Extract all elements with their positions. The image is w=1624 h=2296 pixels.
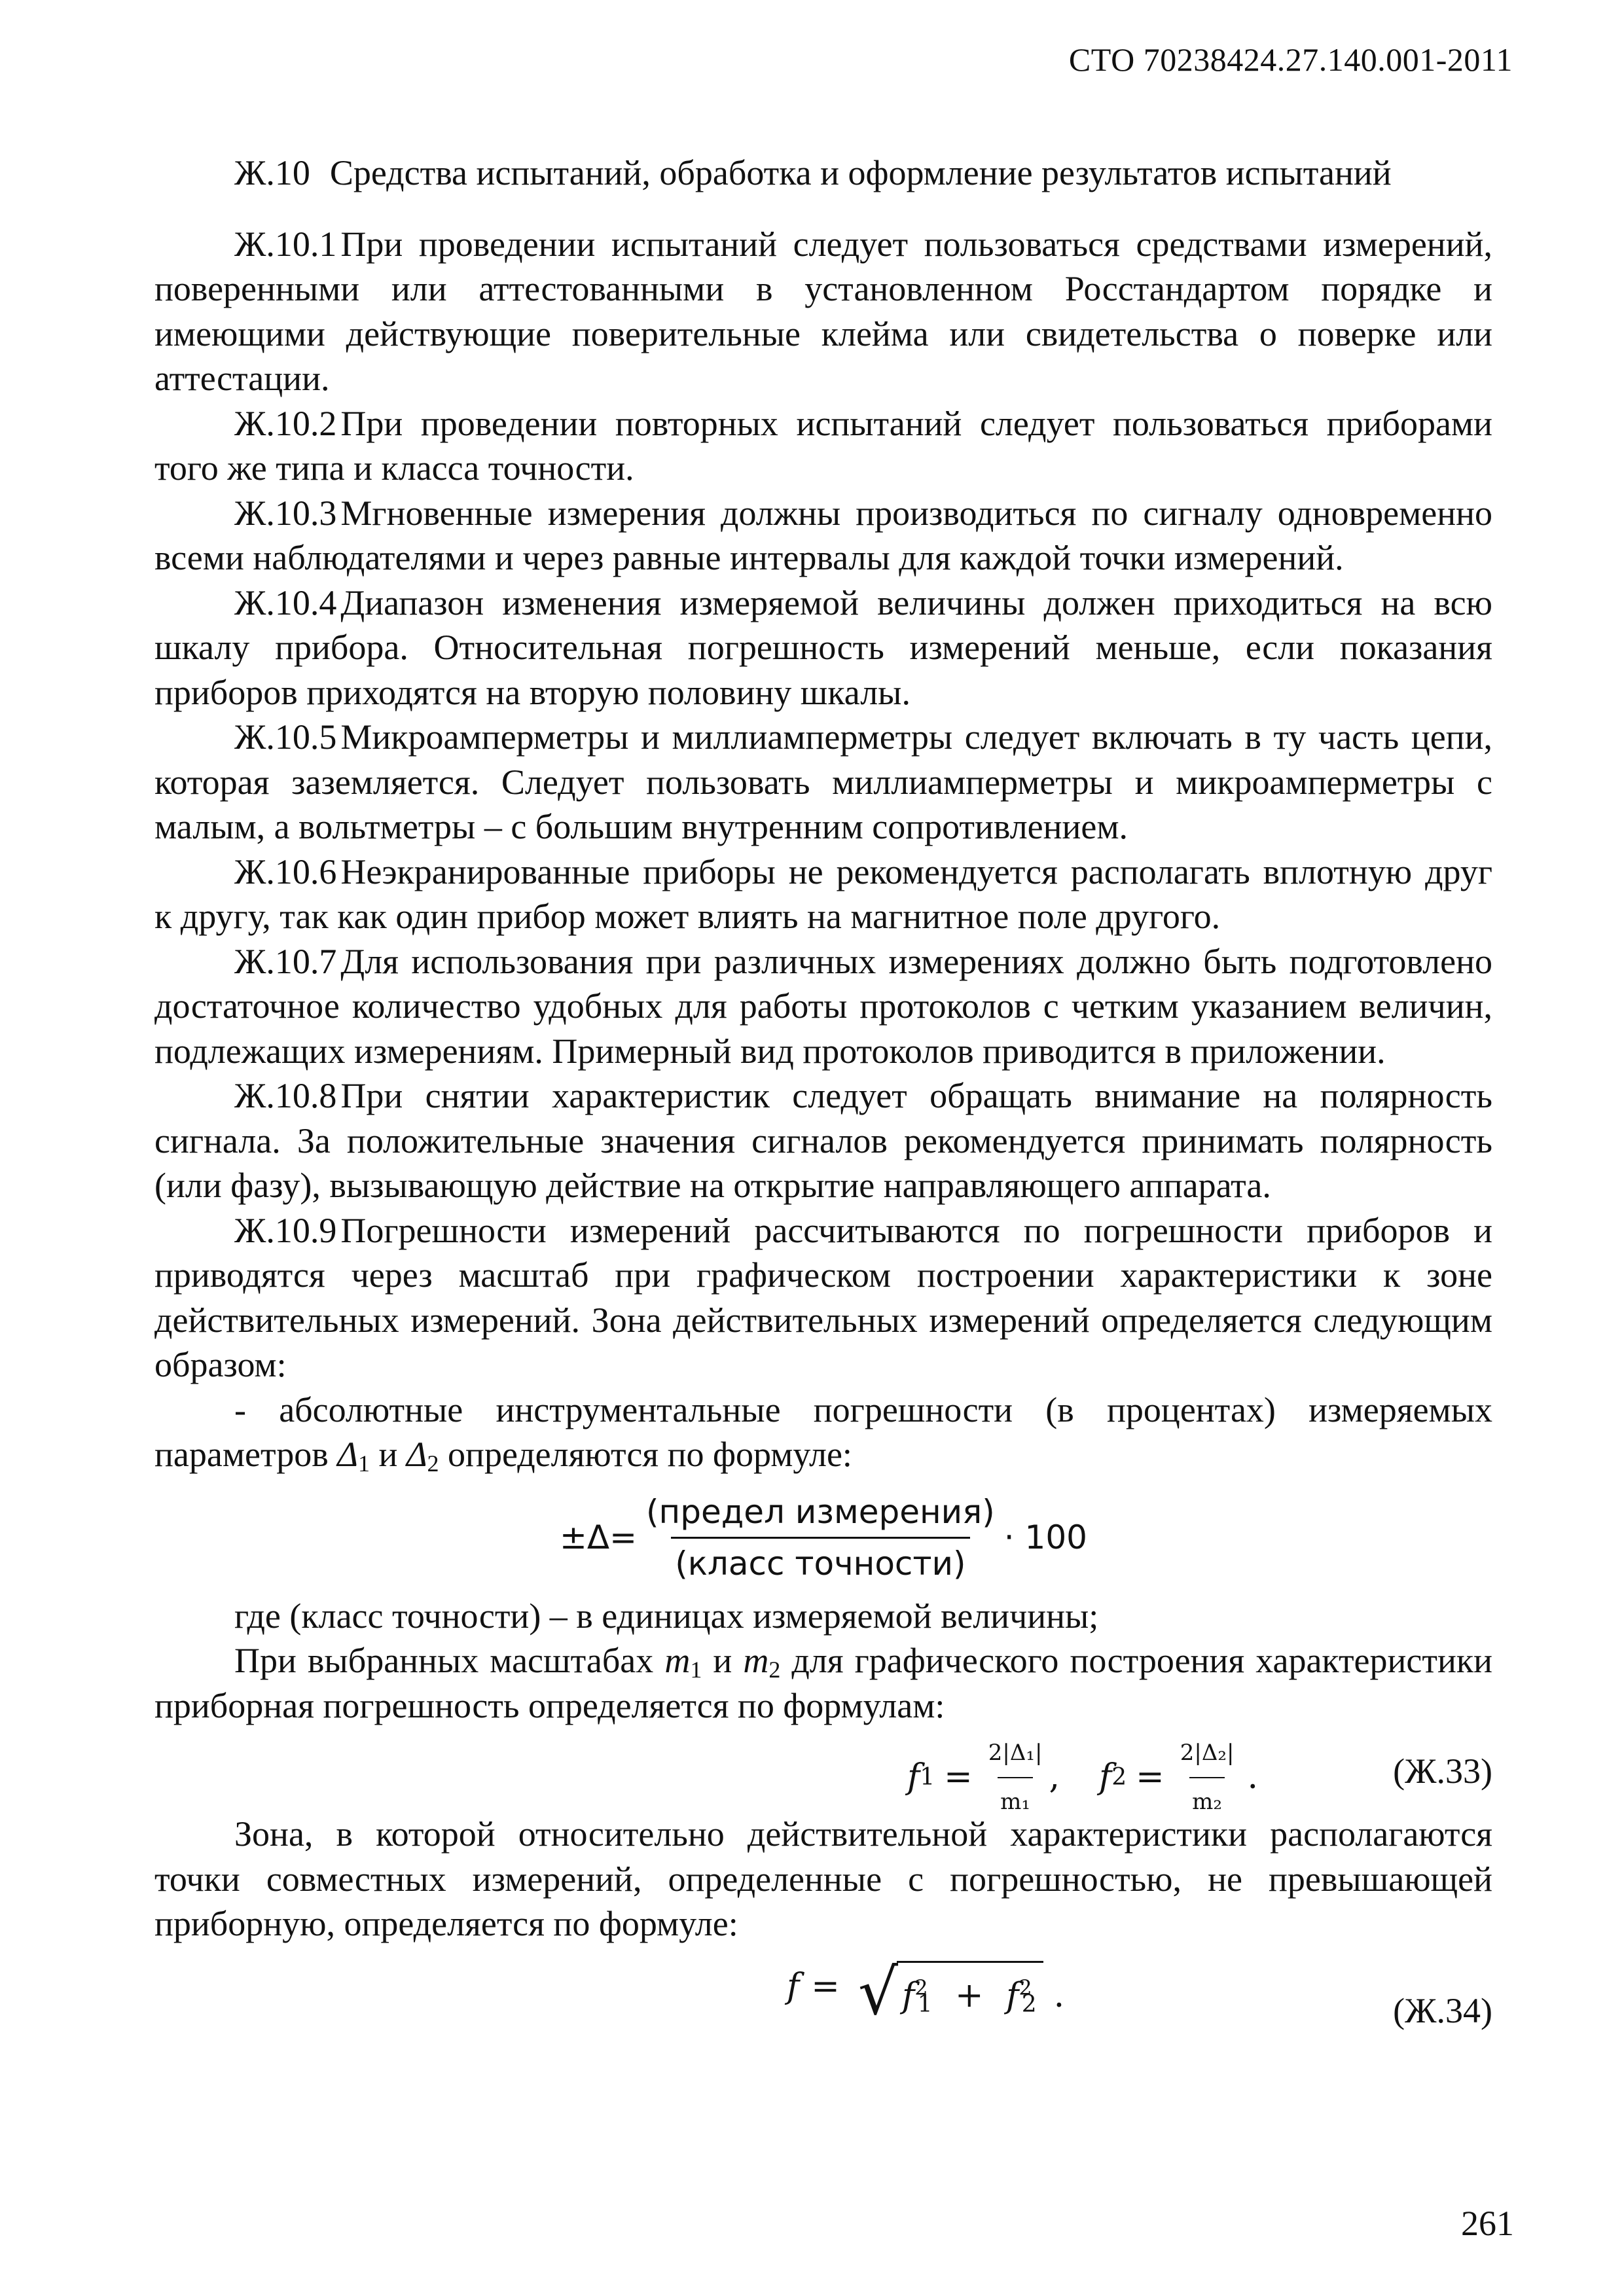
equation-number: (Ж.34) (1393, 1990, 1492, 2030)
radicand (897, 1961, 1043, 2018)
zone-paragraph: Зона, в которой относительно действительной характеристики располагаются точки совместных измерений, определенные с погрешностью, не превышающей приборную, определяется по формуле: (154, 1814, 1492, 1943)
delta-1-subscript: 1 (357, 1450, 370, 1477)
paragraph-number: Ж.10.6 (234, 852, 337, 891)
section-heading (154, 151, 1492, 196)
paragraph-text: При проведении испытаний следует пользоваться средствами измерений, поверенными или аттестованными в установленном Росстандартом порядке и имеющими действующие поверительные клейма или свидетельства о поверке или аттестации. (154, 224, 1492, 398)
f-symbol: f (787, 1967, 800, 2007)
m2-symbol: m (743, 1641, 769, 1680)
formula-f12-expression: f 1 = $\frac{\text{2|Δ₁|}}{\text{m₁}}$ , f 2 = $\frac{\text{2|Δ₂|}}{\text{m₂}}$ . (907, 1731, 1258, 1824)
f2-symbol: f (1099, 1757, 1112, 1797)
m2-subscript: 2 (768, 1657, 781, 1683)
where-text: где (класс точности) – в единицах измеряемой величины; (234, 1596, 1099, 1636)
f2-subscript: 2 (1021, 1991, 1037, 2018)
f1-denominator: m₁ (998, 1777, 1033, 1825)
end-punctuation: . (1247, 1757, 1258, 1797)
formula-delta-numerator: (предел измерения) (646, 1492, 995, 1531)
paragraph-text: Диапазон изменения измеряемой величины должен приходиться на всю шкалу прибора. Относительная погрешность измерений меньше, если показания приборов приходятся на вторую половину шкалы. (154, 583, 1492, 712)
f1-symbol: f (907, 1757, 920, 1797)
equals-sign: = (1136, 1757, 1164, 1797)
end-punctuation: . (1053, 1976, 1065, 2015)
paragraph-number: Ж.10.1 (234, 224, 337, 264)
paragraph (154, 715, 1492, 850)
f2-numerator: 2|Δ₂| (1180, 1740, 1235, 1766)
formula-f12 (154, 1731, 1492, 1815)
conjunction: и (713, 1641, 732, 1680)
paragraph-text: При проведении повторных испытаний следует пользоваться приборами того же типа и класса точности. (154, 403, 1492, 488)
paragraph-text: Неэкранированные приборы не рекомендуется располагать вплотную друг к другу, так как один прибор может влиять на магнитное поле другого. (154, 852, 1492, 936)
paragraph-number: Ж.10.9 (234, 1210, 337, 1250)
paragraph (154, 222, 1492, 401)
paragraph (154, 491, 1492, 581)
m1-subscript: 1 (690, 1657, 702, 1683)
plus-sign: + (955, 1976, 984, 2015)
paragraph (154, 581, 1492, 715)
formula-delta (154, 1482, 1492, 1594)
page-body (154, 151, 1492, 2050)
f2-fraction (1178, 1731, 1237, 1824)
radical-sign: √ (857, 1955, 898, 2029)
abs-error-paragraph (154, 1388, 1492, 1477)
equals-sign: = (944, 1757, 973, 1797)
f1-fraction (986, 1731, 1045, 1824)
formula-f-expression (787, 1955, 1065, 2029)
m1-symbol: m (664, 1641, 691, 1680)
paragraph-number: Ж.10.5 (234, 717, 337, 757)
formula-delta-fraction (642, 1490, 999, 1587)
f2-denominator: m₂ (1189, 1777, 1225, 1825)
f1-numerator: 2|Δ₁| (988, 1740, 1043, 1766)
scale-lead: При выбранных масштабах (234, 1641, 654, 1680)
page-number: 261 (1461, 2204, 1514, 2243)
delta-2-symbol: Δ (406, 1435, 427, 1474)
f1-symbol: f (902, 1976, 915, 2015)
paragraph-text: Мгновенные измерения должны производиться по сигналу одновременно всеми наблюдателями и через равные интервалы для каждой точки измерений. (154, 493, 1492, 577)
paragraph-text: Микроамперметры и миллиамперметры следует включать в ту часть цепи, которая заземляется. Следует пользовать миллиамперметры и микроамперметры с малым, а вольтметры – с большим внутренним сопротивлением. (154, 717, 1492, 846)
paragraph-number: Ж.10.4 (234, 583, 337, 622)
f2-superscript: 2 (1019, 1975, 1032, 2000)
formula-delta-lhs: ±Δ= (560, 1518, 638, 1557)
equals-sign: = (811, 1967, 840, 2007)
section-title: Средства испытаний, обработка и оформление результатов испытаний (329, 153, 1392, 192)
section-number: Ж.10 (234, 153, 310, 192)
paragraph-number: Ж.10.2 (234, 403, 337, 443)
abs-error-lead: - абсолютные инструментальные погрешности (в процентах) измеряемых параметров (154, 1390, 1492, 1474)
formula-delta-multiplier: · 100 (1003, 1518, 1087, 1557)
scale-tail: для графического построения характеристики приборная погрешность определяется по формулам: (154, 1641, 1493, 1725)
paragraph (154, 401, 1492, 491)
delta-1-symbol: Δ (337, 1435, 358, 1474)
paragraph (154, 1073, 1492, 1208)
f2-symbol: f (1006, 1976, 1019, 2015)
paragraph-text: Погрешности измерений рассчитываются по погрешности приборов и приводятся через масштаб при графическом построении характеристики к зоне действительных измерений. Зона действительных измерений определяется следующим образом: (154, 1210, 1492, 1384)
formula-delta-denominator: (класс точности) (671, 1537, 969, 1587)
paragraph (154, 939, 1492, 1074)
abs-error-tail: определяются по формуле: (448, 1435, 852, 1474)
f1-subscript: 1 (917, 1991, 933, 2018)
paragraph (154, 850, 1492, 939)
delta-2-subscript: 2 (427, 1450, 439, 1477)
paragraph-number: Ж.10.7 (234, 941, 337, 981)
square-root (857, 1955, 1043, 2029)
paragraph-text: Для использования при различных измерениях должно быть подготовлено достаточное количество удобных для работы протоколов с четким указанием величин, подлежащих измерениям. Примерный вид протоколов приводится в приложении. (154, 941, 1492, 1071)
conjunction: и (378, 1435, 398, 1474)
paragraph-number: Ж.10.8 (234, 1076, 337, 1115)
document-code: СТО 70238424.27.140.001-2011 (1068, 41, 1513, 78)
equation-number: (Ж.33) (1393, 1751, 1492, 1791)
scale-paragraph (154, 1638, 1492, 1728)
separator: , (1049, 1757, 1060, 1797)
paragraph-text: При снятии характеристик следует обращать внимание на полярность сигнала. За положительные значения сигналов рекомендуется принимать полярность (или фазу), вызывающую действие на открытие направляющего аппарата. (154, 1076, 1492, 1205)
paragraph-number: Ж.10.3 (234, 493, 337, 533)
formula-f (154, 1949, 1492, 2047)
f1-superscript: 2 (914, 1975, 928, 2000)
paragraph (154, 1208, 1492, 1388)
